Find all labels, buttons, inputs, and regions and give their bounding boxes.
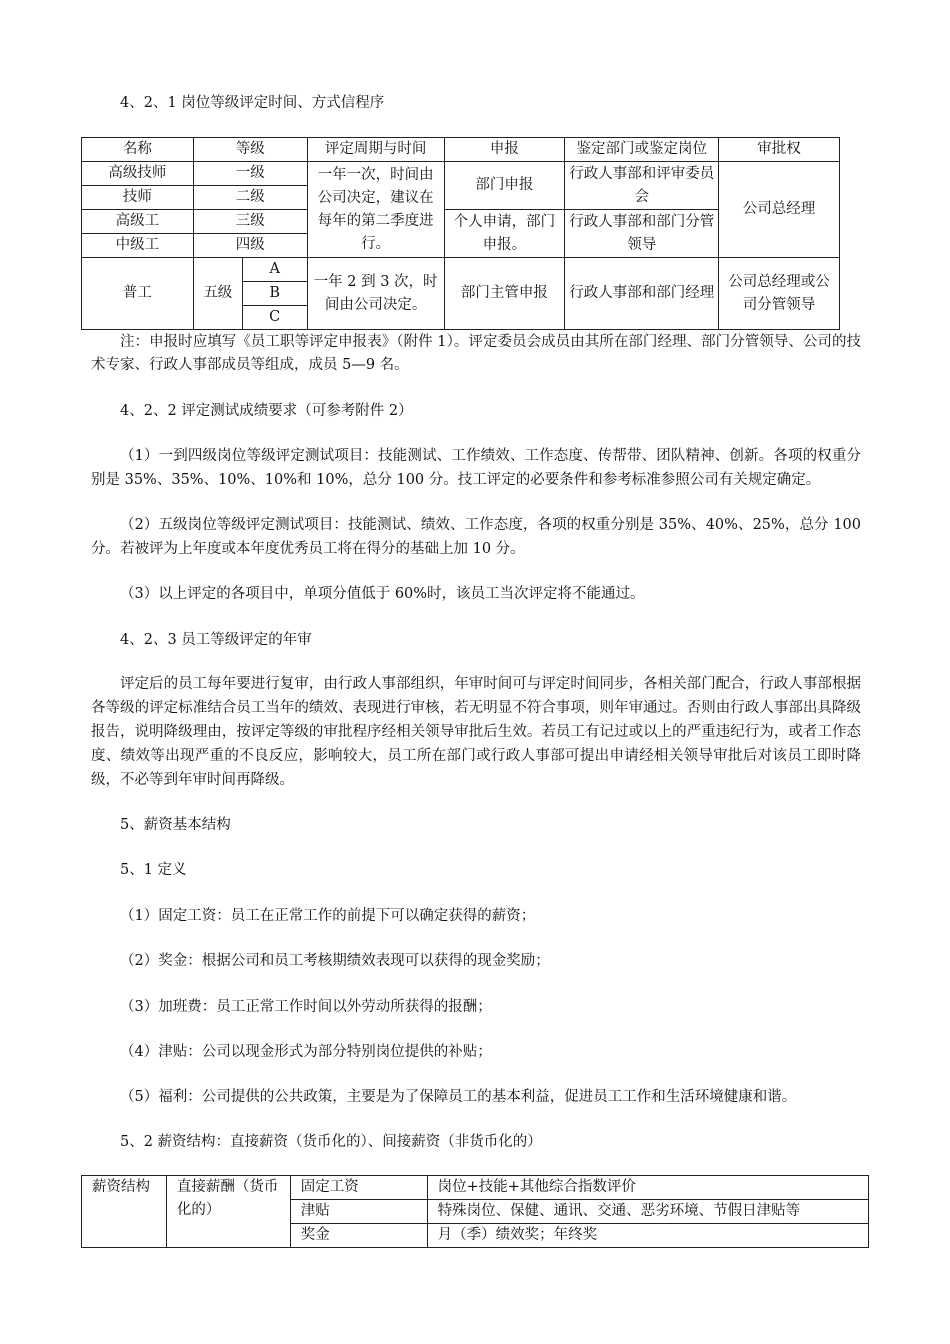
declare-cell: 部门申报 <box>444 162 565 210</box>
definition-item: （2）奖金：根据公司和员工考核期绩效表现可以获得的现金奖励； <box>120 953 550 969</box>
section-heading-5-1: 5、1 定义 <box>120 862 187 878</box>
grade-name: 技师 <box>82 186 194 210</box>
paragraph: （3）以上评定的各项目中，单项分值低于 60%时，该员工当次评定将不能通过。 <box>120 586 645 602</box>
header-period: 评定周期与时间 <box>307 138 444 162</box>
approve-cell: 公司总经理 <box>719 162 840 258</box>
section-heading-4-2-3: 4、2、3 员工等级评定的年审 <box>120 632 312 648</box>
paragraph: 评定后的员工每年要进行复审，由行政人事部组织，年审时间可与评定时间同步，各相关部门配合，行政人事部根据各等级的评定标准结合员工当年的绩效、表现进行审核，若无明显不符合事项，则年审通过。否则由行政人事部出具降级报告，说明降级理由，按评定等级的审批程序经相关领导审批后生效。若员工有记过或以上的严重违纪行为，或者工作态度、绩效等出现严重的不良反应，影响较大，员工所在部门或行政人事部可提出申请经相关领导审批后对该员工即时降级，不必等到年审时间再降级。 <box>91 676 861 788</box>
approve-cell: 公司总经理或公司分管领导 <box>719 258 840 330</box>
section-heading-5-2: 5、2 薪资结构：直接薪资（货币化的）、间接薪资（非货币化的） <box>120 1134 542 1150</box>
definition-item: （4）津贴：公司以现金形式为部分特别岗位提供的补贴； <box>120 1044 492 1060</box>
grade-name: 高级工 <box>82 210 194 234</box>
header-declare: 申报 <box>444 138 565 162</box>
dept-cell: 行政人事部和部门经理 <box>565 258 719 330</box>
grade-level: 二级 <box>193 186 307 210</box>
table-row <box>82 258 840 282</box>
header-level: 等级 <box>193 138 307 162</box>
section-heading-5: 5、薪资基本结构 <box>120 817 231 833</box>
grade-name: 中级工 <box>82 234 194 258</box>
sub-grade: C <box>242 306 307 330</box>
sub-grade: A <box>242 258 307 282</box>
salary-item: 奖金 <box>290 1224 427 1248</box>
table-note: 注：申报时应填写《员工职等评定申报表》（附件 1）。评定委员会成员由其所在部门经理、部门分管领导、公司的技术专家、行政人事部成员等组成，成员 5—9 名。 <box>91 334 861 373</box>
grade-level: 三级 <box>193 210 307 234</box>
salary-item: 固定工资 <box>290 1176 427 1200</box>
salary-item: 津贴 <box>290 1200 427 1224</box>
definition-item: （5）福利：公司提供的公共政策，主要是为了保障员工的基本利益，促进员工工作和生活环境健康和谐。 <box>120 1089 797 1105</box>
dept-cell: 行政人事部和评审委员会 <box>565 162 719 210</box>
header-dept: 鉴定部门或鉴定岗位 <box>565 138 719 162</box>
declare-cell: 个人申请，部门申报。 <box>444 210 565 258</box>
section-heading-4-2-2: 4、2、2 评定测试成绩要求（可参考附件 2） <box>120 403 413 419</box>
grade-level: 一级 <box>193 162 307 186</box>
declare-cell: 部门主管申报 <box>444 258 565 330</box>
definition-item: （3）加班费：员工正常工作时间以外劳动所获得的报酬； <box>120 999 492 1015</box>
grade-table-body <box>81 137 840 330</box>
definition-item: （1）固定工资：员工在正常工作的前提下可以确定获得的薪资； <box>120 908 536 924</box>
grade-name: 高级技师 <box>82 162 194 186</box>
section-heading-4-2-1: 4、2、1 岗位等级评定时间、方式信程序 <box>120 95 385 111</box>
dept-cell: 行政人事部和部门分管领导 <box>565 210 719 258</box>
salary-structure-table <box>81 1175 869 1248</box>
table-header-row <box>82 138 840 162</box>
paragraph: （1）一到四级岗位等级评定测试项目：技能测试、工作绩效、工作态度、传帮带、团队精神、创新。各项的权重分别是 35%、35%、10%、10%和 10%，总分 100 分。技工评定的必要条件和参考标准参照公司有关规定确定。 <box>91 448 861 488</box>
header-approve: 审批权 <box>719 138 840 162</box>
grade-level: 四级 <box>193 234 307 258</box>
salary-desc: 岗位+技能+其他综合指数评价 <box>427 1176 868 1200</box>
direct-pay-label: 直接薪酬（货币化的） <box>166 1176 290 1248</box>
period-cell: 一年一次，时间由公司决定，建议在每年的第二季度进行。 <box>307 162 444 258</box>
header-name: 名称 <box>82 138 194 162</box>
period-cell: 一年 2 到 3 次，时间由公司决定。 <box>307 258 444 330</box>
salary-structure-label: 薪资结构 <box>82 1176 167 1248</box>
sub-grade: B <box>242 282 307 306</box>
table-row <box>82 162 840 186</box>
paragraph: （2）五级岗位等级评定测试项目：技能测试、绩效、工作态度，各项的权重分别是 35%、40%、25%，总分 100 分。若被评为上年度或本年度优秀员工将在得分的基础上加 10 分。 <box>91 517 861 557</box>
salary-desc: 特殊岗位、保健、通讯、交通、恶劣环境、节假日津贴等 <box>427 1200 868 1224</box>
grade-name: 普工 <box>82 258 194 330</box>
salary-desc: 月（季）绩效奖；年终奖 <box>427 1224 868 1248</box>
grade-level: 五级 <box>193 258 242 330</box>
table-row <box>82 1176 869 1200</box>
